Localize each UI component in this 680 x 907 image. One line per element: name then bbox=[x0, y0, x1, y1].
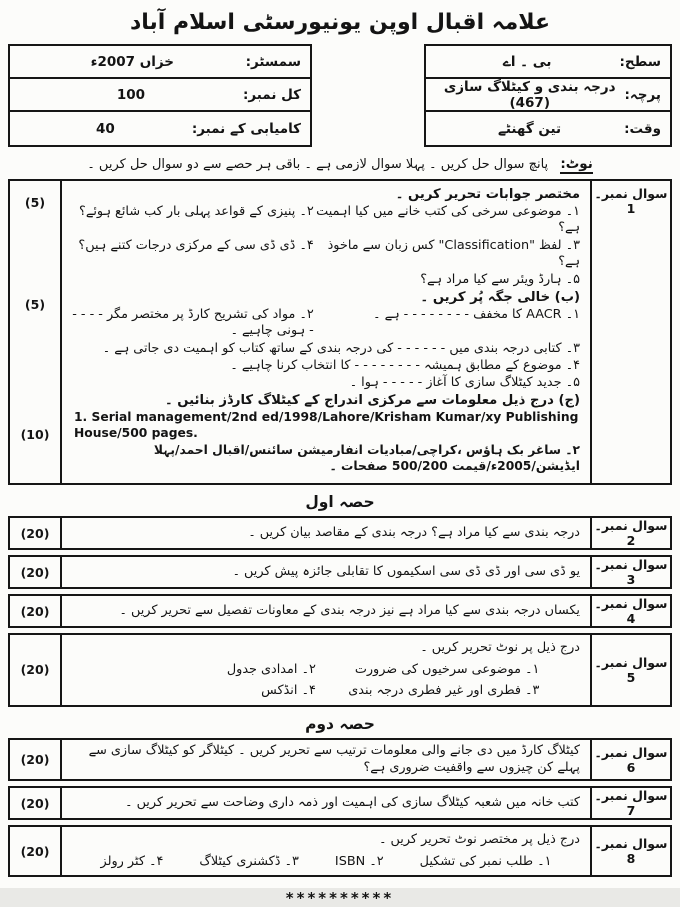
question-8-content bbox=[62, 827, 590, 875]
short-answer-item-2: ۲۔ پنیزی کے قواعد پہلی بار کب شائع ہوئے؟ bbox=[79, 203, 314, 219]
note-text: پانچ سوال حل کریں ۔ پہلا سوال لازمی ہے ۔ باقی ہر حصے سے دو سوال حل کریں ۔ bbox=[87, 157, 549, 172]
marks-badge-a: (5) bbox=[24, 195, 46, 210]
question-1-marks-column bbox=[10, 181, 62, 483]
question-3-number: سوال نمبر۔3 bbox=[590, 557, 670, 587]
short-answer-item-4: ۴۔ ڈی ڈی سی کے مرکزی درجات کتنے ہیں؟ bbox=[78, 237, 314, 253]
short-answer-row bbox=[68, 204, 580, 237]
note-line bbox=[4, 156, 676, 172]
question-7-row bbox=[8, 786, 672, 820]
marks-badge-c: (10) bbox=[20, 427, 50, 442]
level-row bbox=[426, 46, 670, 79]
total-marks-value: 100 bbox=[116, 86, 146, 103]
short-note-item-1: ۱۔ طلب نمبر کی تشکیل bbox=[419, 853, 552, 869]
exam-info-section bbox=[4, 44, 676, 147]
semester-label: سمسٹر: bbox=[245, 53, 301, 70]
short-answer-item-1: ۱۔ موضوعی سرخی کی کتب خانے میں کیا اہمیت ہے؟ bbox=[316, 203, 580, 236]
question-1-content bbox=[62, 181, 590, 483]
paper-value: درجہ بندی و کیٹلاگ سازی (467) bbox=[443, 78, 616, 111]
part-one-heading: حصہ اول bbox=[305, 493, 375, 511]
note-label: نوٹ: bbox=[560, 156, 593, 172]
question-5-content bbox=[62, 635, 590, 705]
note-topic-item-4: ۴۔ انڈکس bbox=[261, 683, 316, 699]
note-topic-item-2: ۲۔ امدادی جدول bbox=[226, 661, 316, 677]
semester-value: خزاں 2007ء bbox=[90, 53, 175, 70]
time-value: تین گھنٹے bbox=[497, 120, 562, 137]
short-note-item-2: ۲۔ ISBN bbox=[334, 853, 384, 869]
short-answer-row bbox=[68, 238, 580, 271]
short-answers-heading: مختصر جوابات تحریر کریں ۔ bbox=[395, 187, 580, 202]
part-two-heading: حصہ دوم bbox=[305, 714, 375, 733]
question-8-row bbox=[8, 825, 672, 877]
question-3-row bbox=[8, 555, 672, 589]
time-label: وقت: bbox=[624, 120, 661, 137]
short-note-item-4: ۴۔ کٹر رولز bbox=[100, 853, 164, 869]
note-topic-item-3: ۳۔ فطری اور غیر فطری درجہ بندی bbox=[348, 683, 540, 699]
question-8-marks: (20) bbox=[10, 827, 62, 875]
question-6-row bbox=[8, 738, 672, 781]
university-title: علامہ اقبال اوپن یونیورسٹی اسلام آباد bbox=[129, 10, 551, 35]
question-3-text: یو ڈی سی اور ڈی ڈی سی اسکیموں کا تقابلی جائزہ پیش کریں ۔ bbox=[232, 563, 580, 579]
catalog-entry-english: 1. Serial management/2nd ed/1998/Lahore/Krisham Kumar/xy Publishing House/500 pages. bbox=[74, 410, 579, 441]
level-value: بی ۔ اے bbox=[502, 53, 552, 70]
question-6-number: سوال نمبر۔6 bbox=[590, 740, 670, 779]
question-6-text: کیٹلاگ کارڈ میں دی جانے والی معلومات ترتیب سے تحریر کریں ۔ کیٹلاگر کو کیٹلاگ سازی سے پہلے کن چیزوں سے واقفیت ضروری ہے؟ bbox=[88, 742, 580, 775]
short-answer-item-5: ۵۔ ہارڈ ویئر سے کیا مراد ہے؟ bbox=[420, 271, 580, 287]
question-5-subitems-row bbox=[72, 683, 580, 700]
time-row bbox=[426, 112, 670, 145]
question-2-row bbox=[8, 516, 672, 550]
exam-info-box-left bbox=[8, 44, 312, 147]
question-4-marks: (20) bbox=[10, 596, 62, 626]
question-1-number: سوال نمبر۔1 bbox=[590, 181, 670, 483]
question-1-table bbox=[8, 179, 672, 485]
question-7-number: سوال نمبر۔7 bbox=[590, 788, 670, 818]
fill-blank-item-2: ۲۔ مواد کی تشریح کارڈ پر مختصر مگر - - - - - ہونی چاہیے ۔ bbox=[72, 306, 314, 339]
catalog-entry-urdu: ۲۔ ساغر بک ہاؤس ،کراچی/مبادیات انفارمیشن سائنس/اقبال احمد/پہلا ایڈیشن/2005ء/قیمت 500/200 صفحات ۔ bbox=[153, 442, 580, 473]
note-topic-item-1: ۱۔ موضوعی سرخیوں کی ضرورت bbox=[354, 661, 540, 677]
question-6-marks: (20) bbox=[10, 740, 62, 779]
fill-blank-item-3: ۳۔ کتابی درجہ بندی میں - - - - - - کی درجہ بندی کے ساتھ کتاب کو اہمیت دی جاتی ہے ۔ bbox=[102, 340, 580, 356]
question-5-marks: (20) bbox=[10, 635, 62, 705]
fill-blank-item-5: ۵۔ جدید کیٹلاگ سازی کا آغاز - - - - - ہوا ۔ bbox=[349, 375, 580, 391]
question-8-number: سوال نمبر۔8 bbox=[590, 827, 670, 875]
passing-marks-label: کامیابی کے نمبر: bbox=[191, 120, 301, 137]
short-answer-item-3: ۳۔ لفظ "Classification" کس زبان سے ماخوذ ہے؟ bbox=[327, 237, 580, 270]
catalog-cards-heading: (ج) درج ذیل معلومات سے مرکزی اندراج کے کیٹلاگ کارڈز بنائیں ۔ bbox=[164, 393, 580, 409]
question-2-number: سوال نمبر۔2 bbox=[590, 518, 670, 548]
question-8-text: درج ذیل پر مختصر نوٹ تحریر کریں ۔ bbox=[378, 832, 580, 848]
marks-badge-b: (5) bbox=[24, 297, 46, 312]
question-2-text: درجہ بندی سے کیا مراد ہے؟ درجہ بندی کے مقاصد بیان کریں ۔ bbox=[248, 524, 580, 540]
fill-blanks-heading: (ب) خالی جگہ پُر کریں ۔ bbox=[420, 289, 580, 305]
question-7-marks: (20) bbox=[10, 788, 62, 818]
question-4-number: سوال نمبر۔4 bbox=[590, 596, 670, 626]
question-7-text: کتب خانہ میں شعبہ کیٹلاگ سازی کی اہمیت اور ذمہ داری وضاحت سے تحریر کریں ۔ bbox=[125, 794, 580, 810]
fill-blank-item-4: ۴۔ موضوع کے مطابق ہمیشہ - - - - - - - - کا انتخاب کرنا چاہیے ۔ bbox=[230, 357, 580, 373]
question-4-text: یکساں درجہ بندی سے کیا مراد ہے نیز درجہ بندی کے معاونات تفصیل سے تحریر کریں ۔ bbox=[119, 602, 580, 618]
level-label: سطح: bbox=[619, 53, 661, 70]
footer-stars: ********** bbox=[285, 889, 395, 907]
passing-marks-row bbox=[10, 112, 310, 145]
question-4-row bbox=[8, 594, 672, 628]
question-3-marks: (20) bbox=[10, 557, 62, 587]
paper-label: پرچہ: bbox=[624, 86, 661, 103]
total-marks-label: کل نمبر: bbox=[242, 86, 301, 103]
paper-row bbox=[426, 79, 670, 112]
fill-blank-item-1: ۱۔ AACR کا مخفف - - - - - - - - ہے ۔ bbox=[373, 306, 580, 322]
total-marks-row bbox=[10, 79, 310, 112]
question-5-subitems-row bbox=[72, 662, 580, 679]
question-5-row bbox=[8, 633, 672, 707]
question-5-text: درج ذیل پر نوٹ تحریر کریں ۔ bbox=[420, 640, 580, 655]
passing-marks-value: 40 bbox=[96, 120, 115, 137]
question-5-number: سوال نمبر۔5 bbox=[590, 635, 670, 705]
question-2-marks: (20) bbox=[10, 518, 62, 548]
exam-info-box-right bbox=[424, 44, 672, 147]
fill-blank-row bbox=[68, 307, 580, 340]
semester-row bbox=[10, 46, 310, 79]
question-8-subitems-row bbox=[72, 854, 580, 871]
short-note-item-3: ۳۔ ڈکشنری کیٹلاگ bbox=[199, 853, 299, 869]
